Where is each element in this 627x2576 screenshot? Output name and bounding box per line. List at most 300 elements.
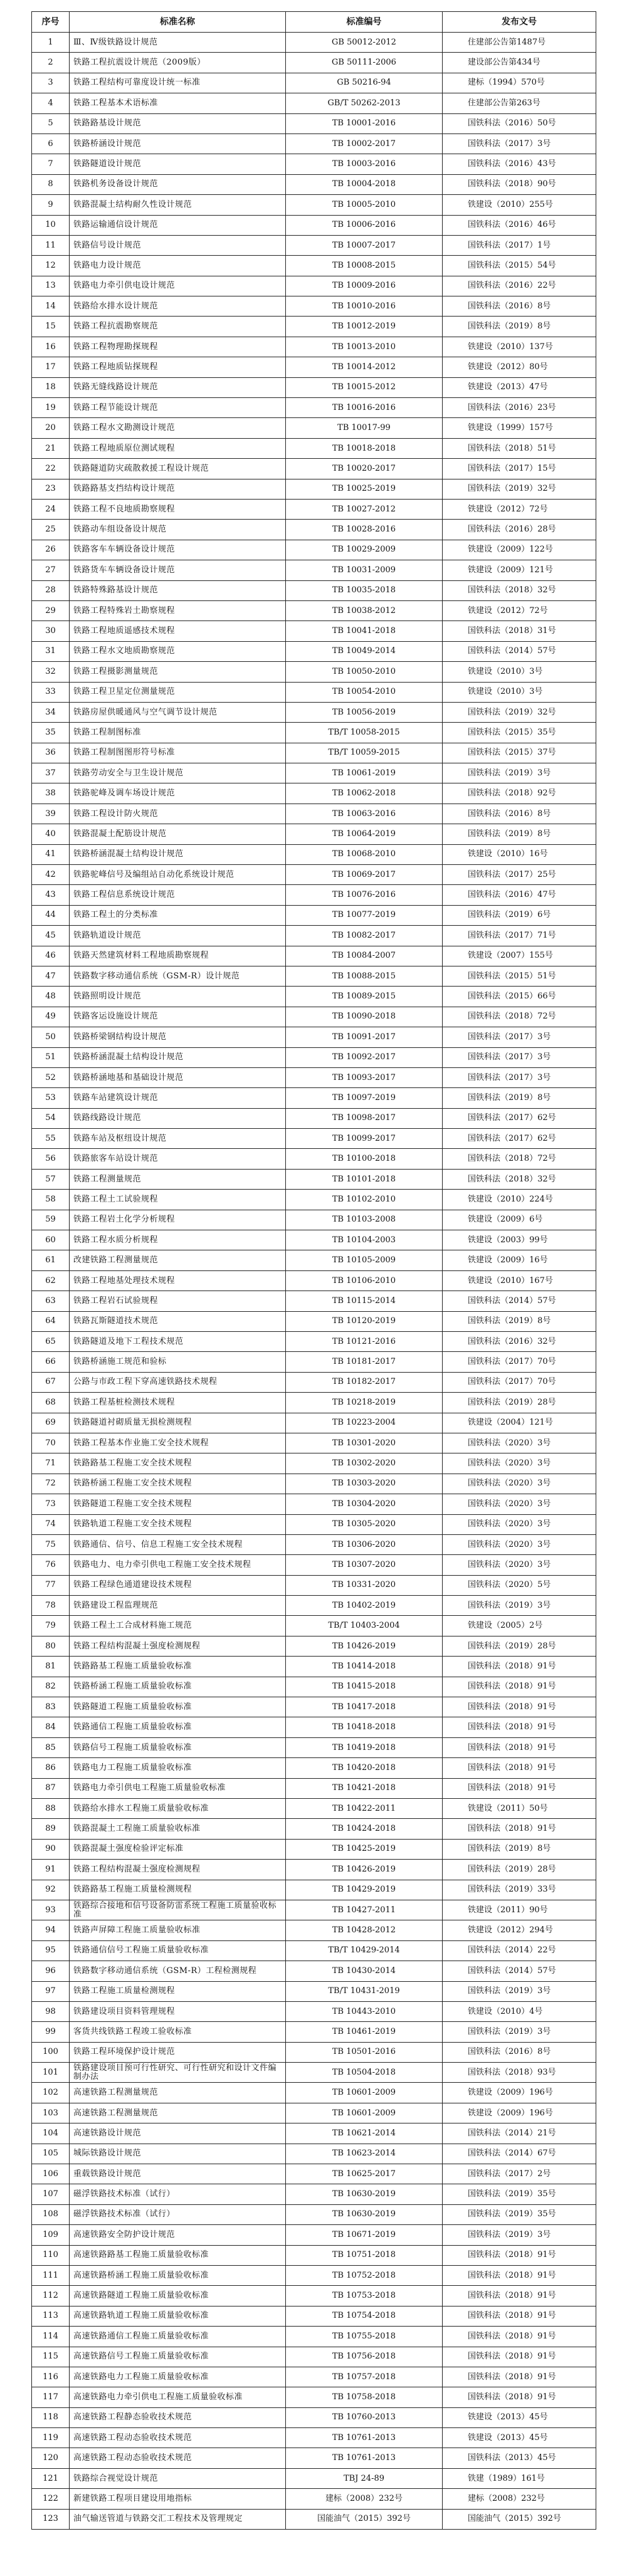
standard-code: TB 10054-2010 bbox=[286, 682, 443, 702]
table-row bbox=[32, 1717, 596, 1737]
table-row bbox=[32, 946, 596, 966]
header-standard-name: 标准名称 bbox=[70, 12, 286, 33]
row-index: 70 bbox=[32, 1433, 70, 1453]
table-row bbox=[32, 641, 596, 661]
issue-document: 国铁科法（2014）21号 bbox=[443, 2123, 596, 2144]
row-index: 10 bbox=[32, 215, 70, 235]
row-index: 83 bbox=[32, 1697, 70, 1717]
standard-code: TB 10062-2018 bbox=[286, 783, 443, 804]
table-row bbox=[32, 438, 596, 458]
standard-name: 铁路客车车辆设备设计规范 bbox=[70, 540, 286, 560]
issue-document: 国铁科法（2014）57号 bbox=[443, 1291, 596, 1311]
issue-document: 国铁科法（2018）32号 bbox=[443, 1169, 596, 1189]
standard-code: TB 10305-2020 bbox=[286, 1514, 443, 1534]
issue-document: 国铁科法（2018）31号 bbox=[443, 621, 596, 641]
standard-code: TB 10501-2016 bbox=[286, 2042, 443, 2062]
standard-code: TB 10012-2019 bbox=[286, 317, 443, 337]
issue-document: 国铁科法（2017）3号 bbox=[443, 1067, 596, 1087]
table-row bbox=[32, 479, 596, 499]
standard-name: 高速铁路隧道工程施工质量验收标准 bbox=[70, 2286, 286, 2306]
table-row bbox=[32, 966, 596, 986]
table-row bbox=[32, 2184, 596, 2204]
table-row bbox=[32, 905, 596, 925]
standard-code: TB 10428-2012 bbox=[286, 1920, 443, 1940]
row-index: 111 bbox=[32, 2265, 70, 2285]
issue-document: 国铁科法（2016）8号 bbox=[443, 296, 596, 317]
standard-name: 铁路隧道工程施工安全技术规程 bbox=[70, 1494, 286, 1514]
standard-code: TB 10756-2018 bbox=[286, 2347, 443, 2367]
row-index: 50 bbox=[32, 1027, 70, 1047]
issue-document: 国铁科法（2017）62号 bbox=[443, 1129, 596, 1149]
standard-name: 铁路瓦斯隧道技术规范 bbox=[70, 1311, 286, 1331]
standard-code: TB 10417-2018 bbox=[286, 1697, 443, 1717]
table-row bbox=[32, 702, 596, 722]
standard-name: 高速铁路电力工程施工质量验收标准 bbox=[70, 2367, 286, 2387]
standard-code: TB 10761-2013 bbox=[286, 2448, 443, 2468]
issue-document: 国铁科法（2017）25号 bbox=[443, 865, 596, 885]
issue-document: 铁建设（2011）50号 bbox=[443, 1798, 596, 1818]
standard-code: TB 10092-2017 bbox=[286, 1047, 443, 1067]
standard-name: 铁路客运设施设计规范 bbox=[70, 1007, 286, 1027]
standard-code: TB 10082-2017 bbox=[286, 926, 443, 946]
standard-name: 重载铁路设计规范 bbox=[70, 2164, 286, 2184]
issue-document: 国铁科法（2018）51号 bbox=[443, 438, 596, 458]
issue-document: 国能油气（2015）392号 bbox=[443, 2509, 596, 2529]
standard-code: TB 10752-2018 bbox=[286, 2265, 443, 2285]
row-index: 117 bbox=[32, 2387, 70, 2407]
standard-code: TB 10077-2019 bbox=[286, 905, 443, 925]
row-index: 19 bbox=[32, 398, 70, 418]
issue-document: 国铁科法（2014）22号 bbox=[443, 1940, 596, 1961]
standard-code: TB 10027-2012 bbox=[286, 499, 443, 519]
row-index: 49 bbox=[32, 1007, 70, 1027]
table-row bbox=[32, 2204, 596, 2224]
standard-name: 铁路工程水文地质勘察规范 bbox=[70, 641, 286, 661]
standard-name: 铁路工程环境保护设计规范 bbox=[70, 2042, 286, 2062]
row-index: 114 bbox=[32, 2327, 70, 2347]
issue-document: 国铁科法（2019）28号 bbox=[443, 1860, 596, 1880]
standard-name: 铁路通信、信号、信息工程施工安全技术规程 bbox=[70, 1534, 286, 1554]
standard-name: 客货共线铁路工程竣工验收标准 bbox=[70, 2022, 286, 2042]
table-row bbox=[32, 2509, 596, 2529]
standard-code: TB 10014-2012 bbox=[286, 357, 443, 377]
table-row bbox=[32, 1453, 596, 1474]
table-row bbox=[32, 195, 596, 215]
row-index: 17 bbox=[32, 357, 70, 377]
standard-name: 铁路驼峰信号及编组站自动化系统设计规范 bbox=[70, 865, 286, 885]
standard-name: 高速铁路电力牵引供电工程施工质量验收标准 bbox=[70, 2387, 286, 2407]
row-index: 53 bbox=[32, 1088, 70, 1108]
issue-document: 国铁科法（2018）91号 bbox=[443, 2245, 596, 2265]
standard-code: TB 10671-2019 bbox=[286, 2225, 443, 2245]
table-row bbox=[32, 723, 596, 743]
row-index: 105 bbox=[32, 2144, 70, 2164]
standard-name: 铁路工程抗震设计规范（2009版） bbox=[70, 53, 286, 73]
row-index: 16 bbox=[32, 337, 70, 357]
table-row bbox=[32, 1677, 596, 1697]
standard-code: TB 10753-2018 bbox=[286, 2286, 443, 2306]
row-index: 32 bbox=[32, 662, 70, 682]
table-row bbox=[32, 1169, 596, 1189]
table-row bbox=[32, 215, 596, 235]
issue-document: 铁建设（2009）121号 bbox=[443, 560, 596, 580]
issue-document: 国铁科法（2018）91号 bbox=[443, 1657, 596, 1677]
standard-name: 高速铁路工程测量规范 bbox=[70, 2103, 286, 2123]
standard-name: 铁路路基工程施工安全技术规程 bbox=[70, 1453, 286, 1474]
table-row bbox=[32, 1636, 596, 1656]
row-index: 64 bbox=[32, 1311, 70, 1331]
standard-name: 铁路工程信息系统设计规范 bbox=[70, 885, 286, 905]
standard-code: GB 50111-2006 bbox=[286, 53, 443, 73]
table-row bbox=[32, 134, 596, 154]
table-row bbox=[32, 174, 596, 194]
table-row bbox=[32, 560, 596, 580]
issue-document: 铁建设（2012）294号 bbox=[443, 1920, 596, 1940]
row-index: 38 bbox=[32, 783, 70, 804]
standard-name: 铁路建设项目预可行性研究、可行性研究和设计文件编制办法 bbox=[70, 2063, 286, 2083]
issue-document: 国铁科法（2019）8号 bbox=[443, 317, 596, 337]
standard-name: 铁路桥涵施工规范和验标 bbox=[70, 1352, 286, 1372]
row-index: 115 bbox=[32, 2347, 70, 2367]
standard-name: 铁路综合接地和信号设备防雷系统工程施工质量验收标准 bbox=[70, 1900, 286, 1920]
issue-document: 国铁科法（2016）8号 bbox=[443, 804, 596, 824]
row-index: 96 bbox=[32, 1961, 70, 1981]
standard-code: TB 10068-2010 bbox=[286, 844, 443, 864]
table-row bbox=[32, 1433, 596, 1453]
standard-code: GB/T 50262-2013 bbox=[286, 93, 443, 113]
standard-name: 铁路混凝土结构耐久性设计规范 bbox=[70, 195, 286, 215]
row-index: 76 bbox=[32, 1555, 70, 1575]
table-row bbox=[32, 1372, 596, 1392]
standard-code: TB 10427-2011 bbox=[286, 1900, 443, 1920]
table-row bbox=[32, 1961, 596, 1981]
table-row bbox=[32, 2306, 596, 2326]
table-row bbox=[32, 1311, 596, 1331]
issue-document: 国铁科法（2019）32号 bbox=[443, 479, 596, 499]
issue-document: 住建部公告第1487号 bbox=[443, 33, 596, 53]
issue-document: 国铁科法（2019）8号 bbox=[443, 1088, 596, 1108]
issue-document: 国铁科法（2019）3号 bbox=[443, 1981, 596, 2001]
standard-name: 铁路隧道工程施工质量验收标准 bbox=[70, 1697, 286, 1717]
issue-document: 国铁科法（2019）28号 bbox=[443, 1393, 596, 1413]
standard-name: 铁路给水排水设计规范 bbox=[70, 296, 286, 317]
issue-document: 建标（1994）570号 bbox=[443, 73, 596, 93]
row-index: 39 bbox=[32, 804, 70, 824]
standard-name: 铁路特殊路基设计规范 bbox=[70, 580, 286, 600]
standard-name: 高速铁路工程动态验收技术规范 bbox=[70, 2428, 286, 2448]
standard-code: TB 10031-2009 bbox=[286, 560, 443, 580]
table-row bbox=[32, 2489, 596, 2509]
standard-name: 铁路建设项目资料管理规程 bbox=[70, 2001, 286, 2021]
issue-document: 国铁科法（2014）57号 bbox=[443, 1961, 596, 1981]
standard-code: TB 10461-2019 bbox=[286, 2022, 443, 2042]
issue-document: 国铁科法（2019）33号 bbox=[443, 1880, 596, 1900]
row-index: 35 bbox=[32, 723, 70, 743]
standard-code: TB 10064-2019 bbox=[286, 824, 443, 844]
table-row bbox=[32, 2428, 596, 2448]
table-row bbox=[32, 2468, 596, 2488]
issue-document: 国铁科法（2016）28号 bbox=[443, 520, 596, 540]
standard-name: 铁路工程施工质量检测规程 bbox=[70, 1981, 286, 2001]
table-row bbox=[32, 1798, 596, 1818]
standard-name: 高速铁路信号工程施工质量验收标准 bbox=[70, 2347, 286, 2367]
issue-document: 国铁科法（2018）32号 bbox=[443, 580, 596, 600]
standard-code: TB 10017-99 bbox=[286, 418, 443, 438]
table-row bbox=[32, 398, 596, 418]
standard-code: TB 10181-2017 bbox=[286, 1352, 443, 1372]
issue-document: 铁建设（2012）80号 bbox=[443, 357, 596, 377]
table-row bbox=[32, 1737, 596, 1757]
table-row bbox=[32, 1880, 596, 1900]
standards-table bbox=[31, 11, 596, 2530]
issue-document: 铁建设（2003）99号 bbox=[443, 1230, 596, 1250]
table-row bbox=[32, 154, 596, 174]
standard-code: TB 10758-2018 bbox=[286, 2387, 443, 2407]
table-row bbox=[32, 1413, 596, 1433]
standard-code: TB 10056-2019 bbox=[286, 702, 443, 722]
issue-document: 住建部公告第263号 bbox=[443, 93, 596, 113]
issue-document: 国铁科法（2017）3号 bbox=[443, 134, 596, 154]
standard-code: TB 10218-2019 bbox=[286, 1393, 443, 1413]
row-index: 25 bbox=[32, 520, 70, 540]
issue-document: 国铁科法（2016）50号 bbox=[443, 113, 596, 134]
row-index: 119 bbox=[32, 2428, 70, 2448]
issue-document: 国铁科法（2018）91号 bbox=[443, 2265, 596, 2285]
standard-code: TB 10063-2016 bbox=[286, 804, 443, 824]
issue-document: 国铁科法（2015）51号 bbox=[443, 966, 596, 986]
standard-code: TB 10621-2014 bbox=[286, 2123, 443, 2144]
issue-document: 铁建设（2010）3号 bbox=[443, 662, 596, 682]
row-index: 20 bbox=[32, 418, 70, 438]
issue-document: 建设部公告第434号 bbox=[443, 53, 596, 73]
standard-name: 铁路隧道衬砌质量无损检测规程 bbox=[70, 1413, 286, 1433]
row-index: 94 bbox=[32, 1920, 70, 1940]
table-row bbox=[32, 1778, 596, 1798]
standard-name: 铁路车站及枢纽设计规范 bbox=[70, 1129, 286, 1149]
issue-document: 铁建设（2012）72号 bbox=[443, 600, 596, 620]
table-row bbox=[32, 2083, 596, 2103]
row-index: 1 bbox=[32, 33, 70, 53]
issue-document: 国铁科法（2020）3号 bbox=[443, 1433, 596, 1453]
row-index: 92 bbox=[32, 1880, 70, 1900]
table-row bbox=[32, 1067, 596, 1087]
standard-name: 高速铁路设计规范 bbox=[70, 2123, 286, 2144]
standard-name: 铁路工程特殊岩土勘察规程 bbox=[70, 600, 286, 620]
row-index: 41 bbox=[32, 844, 70, 864]
standard-code: TB 10115-2014 bbox=[286, 1291, 443, 1311]
standard-name: 高速铁路工程静态验收技术规范 bbox=[70, 2407, 286, 2427]
standard-name: 高速铁路安全防护设计规范 bbox=[70, 2225, 286, 2245]
issue-document: 国铁科法（2017）3号 bbox=[443, 1047, 596, 1067]
row-index: 57 bbox=[32, 1169, 70, 1189]
issue-document: 国铁科法（2019）8号 bbox=[443, 824, 596, 844]
issue-document: 铁建设（2010）167号 bbox=[443, 1270, 596, 1291]
row-index: 3 bbox=[32, 73, 70, 93]
row-index: 74 bbox=[32, 1514, 70, 1534]
row-index: 88 bbox=[32, 1798, 70, 1818]
table-row bbox=[32, 1230, 596, 1250]
issue-document: 国铁科法（2019）3号 bbox=[443, 2225, 596, 2245]
standard-code: 建标（2008）232号 bbox=[286, 2489, 443, 2509]
row-index: 102 bbox=[32, 2083, 70, 2103]
issue-document: 国铁科法（2020）3号 bbox=[443, 1514, 596, 1534]
standard-name: 铁路隧道及地下工程技术规范 bbox=[70, 1332, 286, 1352]
row-index: 84 bbox=[32, 1717, 70, 1737]
standard-name: 铁路混凝土强度检验评定标准 bbox=[70, 1839, 286, 1859]
table-row bbox=[32, 1616, 596, 1636]
standard-code: TB 10426-2019 bbox=[286, 1636, 443, 1656]
issue-document: 铁建设（2009）196号 bbox=[443, 2103, 596, 2123]
standard-code: TB 10106-2010 bbox=[286, 1270, 443, 1291]
standard-code: TB 10302-2020 bbox=[286, 1453, 443, 1474]
table-row bbox=[32, 1190, 596, 1210]
standard-name: 铁路工程基本作业施工安全技术规程 bbox=[70, 1433, 286, 1453]
standard-code: TB 10414-2018 bbox=[286, 1657, 443, 1677]
standard-code: TB 10419-2018 bbox=[286, 1737, 443, 1757]
row-index: 61 bbox=[32, 1250, 70, 1270]
row-index: 90 bbox=[32, 1839, 70, 1859]
issue-document: 国铁科法（2018）91号 bbox=[443, 1758, 596, 1778]
standard-code: TB 10028-2016 bbox=[286, 520, 443, 540]
table-row bbox=[32, 1250, 596, 1270]
row-index: 18 bbox=[32, 377, 70, 397]
standard-name: 铁路电力工程施工质量验收标准 bbox=[70, 1758, 286, 1778]
table-row bbox=[32, 73, 596, 93]
issue-document: 铁建设（2009）196号 bbox=[443, 2083, 596, 2103]
table-row bbox=[32, 1534, 596, 1554]
standard-name: 铁路旅客车站设计规范 bbox=[70, 1149, 286, 1169]
issue-document: 国铁科法（2020）3号 bbox=[443, 1494, 596, 1514]
standard-name: 铁路房屋供暖通风与空气调节设计规范 bbox=[70, 702, 286, 722]
table-row bbox=[32, 540, 596, 560]
table-row bbox=[32, 2225, 596, 2245]
table-row bbox=[32, 1474, 596, 1494]
standard-code: TB 10061-2019 bbox=[286, 763, 443, 783]
issue-document: 铁建设（2010）3号 bbox=[443, 682, 596, 702]
row-index: 98 bbox=[32, 2001, 70, 2021]
standard-code: TB 10035-2018 bbox=[286, 580, 443, 600]
standard-name: 铁路综合视觉设计规范 bbox=[70, 2468, 286, 2488]
table-row bbox=[32, 987, 596, 1007]
standard-code: TB 10016-2016 bbox=[286, 398, 443, 418]
issue-document: 铁建设（2013）45号 bbox=[443, 2407, 596, 2427]
standard-name: 铁路工程土的分类标准 bbox=[70, 905, 286, 925]
standard-code: TB 10424-2018 bbox=[286, 1819, 443, 1839]
table-row bbox=[32, 804, 596, 824]
standard-name: 磁浮铁路技术标准（试行） bbox=[70, 2204, 286, 2224]
issue-document: 建标（2008）232号 bbox=[443, 2489, 596, 2509]
issue-document: 国铁科法（2015）66号 bbox=[443, 987, 596, 1007]
row-index: 58 bbox=[32, 1190, 70, 1210]
standard-name: 磁浮铁路技术标准（试行） bbox=[70, 2184, 286, 2204]
standard-code: TB 10430-2014 bbox=[286, 1961, 443, 1981]
standard-code: TB 10223-2004 bbox=[286, 1413, 443, 1433]
row-index: 113 bbox=[32, 2306, 70, 2326]
row-index: 110 bbox=[32, 2245, 70, 2265]
row-index: 81 bbox=[32, 1657, 70, 1677]
table-row bbox=[32, 1514, 596, 1534]
standard-name: Ⅲ、Ⅳ级铁路设计规范 bbox=[70, 33, 286, 53]
issue-document: 国铁科法（2017）62号 bbox=[443, 1108, 596, 1128]
issue-document: 铁建设（2010）4号 bbox=[443, 2001, 596, 2021]
issue-document: 国铁科法（2016）8号 bbox=[443, 2042, 596, 2062]
issue-document: 国铁科法（2018）72号 bbox=[443, 1149, 596, 1169]
issue-document: 国铁科法（2018）91号 bbox=[443, 1737, 596, 1757]
table-row bbox=[32, 1940, 596, 1961]
issue-document: 国铁科法（2020）3号 bbox=[443, 1534, 596, 1554]
issue-document: 国铁科法（2019）35号 bbox=[443, 2184, 596, 2204]
standard-code: TB 10301-2020 bbox=[286, 1433, 443, 1453]
row-index: 60 bbox=[32, 1230, 70, 1250]
standard-name: 铁路桥涵地基和基础设计规范 bbox=[70, 1067, 286, 1087]
standard-code: TB 10422-2011 bbox=[286, 1798, 443, 1818]
table-row bbox=[32, 1129, 596, 1149]
row-index: 80 bbox=[32, 1636, 70, 1656]
issue-document: 铁建设（2009）16号 bbox=[443, 1250, 596, 1270]
standard-name: 铁路工程地质原位测试规程 bbox=[70, 438, 286, 458]
table-row bbox=[32, 2164, 596, 2184]
standard-code: TB 10421-2018 bbox=[286, 1778, 443, 1798]
row-index: 89 bbox=[32, 1819, 70, 1839]
row-index: 109 bbox=[32, 2225, 70, 2245]
issue-document: 铁建设（2012）72号 bbox=[443, 499, 596, 519]
standard-code: TB 10304-2020 bbox=[286, 1494, 443, 1514]
issue-document: 国铁科法（2018）91号 bbox=[443, 2367, 596, 2387]
table-row bbox=[32, 276, 596, 296]
issue-document: 国铁科法（2018）91号 bbox=[443, 1697, 596, 1717]
standard-name: 铁路劳动安全与卫生设计规范 bbox=[70, 763, 286, 783]
standard-code: TB 10029-2009 bbox=[286, 540, 443, 560]
issue-document: 国铁科法（2015）54号 bbox=[443, 256, 596, 276]
standard-code: TB 10010-2016 bbox=[286, 296, 443, 317]
standard-code: TB 10426-2019 bbox=[286, 1860, 443, 1880]
table-row bbox=[32, 2042, 596, 2062]
row-index: 107 bbox=[32, 2184, 70, 2204]
standard-code: TB 10041-2018 bbox=[286, 621, 443, 641]
issue-document: 铁建设（2010）137号 bbox=[443, 337, 596, 357]
standard-name: 铁路工程物理勘探规程 bbox=[70, 337, 286, 357]
standard-name: 铁路运输通信设计规范 bbox=[70, 215, 286, 235]
standard-code: TB 10103-2008 bbox=[286, 1210, 443, 1230]
table-row bbox=[32, 1332, 596, 1352]
standard-code: TB 10331-2020 bbox=[286, 1575, 443, 1595]
standard-code: TB/T 10431-2019 bbox=[286, 1981, 443, 2001]
issue-document: 国铁科法（2016）47号 bbox=[443, 885, 596, 905]
row-index: 37 bbox=[32, 763, 70, 783]
standard-code: TB 10307-2020 bbox=[286, 1555, 443, 1575]
standard-code: TB/T 10429-2014 bbox=[286, 1940, 443, 1961]
row-index: 63 bbox=[32, 1291, 70, 1311]
issue-document: 国铁科法（2019）3号 bbox=[443, 1596, 596, 1616]
table-row bbox=[32, 865, 596, 885]
issue-document: 铁建设（2010）224号 bbox=[443, 1190, 596, 1210]
table-row bbox=[32, 2265, 596, 2285]
table-body bbox=[32, 33, 596, 2530]
standard-name: 高速铁路路基工程施工质量验收标准 bbox=[70, 2245, 286, 2265]
row-index: 13 bbox=[32, 276, 70, 296]
row-index: 65 bbox=[32, 1332, 70, 1352]
standard-name: 高速铁路工程测量规范 bbox=[70, 2083, 286, 2103]
standard-name: 铁路工程不良地质勘察规程 bbox=[70, 499, 286, 519]
standard-name: 铁路工程绿色通道建设技术规程 bbox=[70, 1575, 286, 1595]
table-row bbox=[32, 621, 596, 641]
table-row bbox=[32, 885, 596, 905]
standard-code: TB 10049-2014 bbox=[286, 641, 443, 661]
standard-name: 铁路桥涵工程施工安全技术规程 bbox=[70, 1474, 286, 1494]
table-row bbox=[32, 2001, 596, 2021]
standard-name: 铁路桥梁钢结构设计规范 bbox=[70, 1027, 286, 1047]
row-index: 75 bbox=[32, 1534, 70, 1554]
